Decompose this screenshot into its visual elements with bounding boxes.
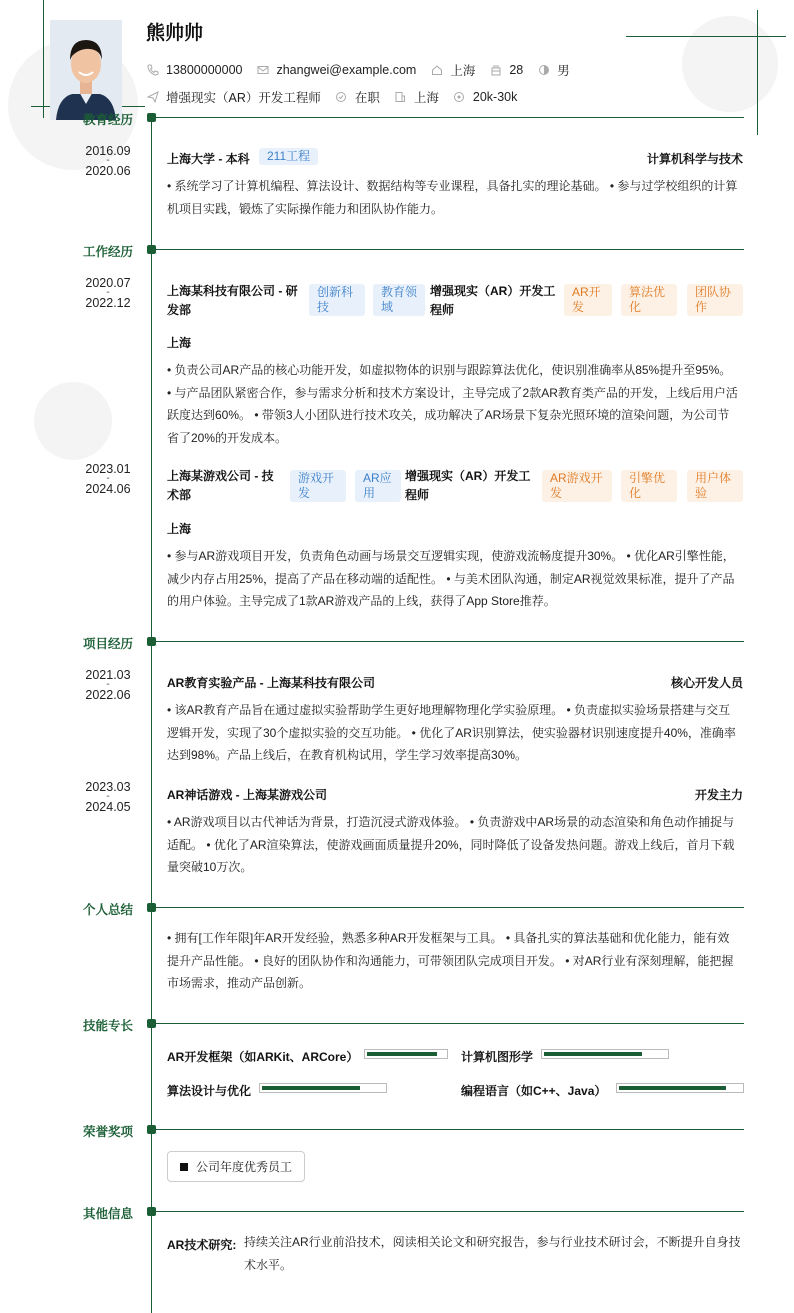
city-value: 上海 <box>413 91 439 105</box>
skill-level-bar <box>259 1083 387 1093</box>
other-description <box>244 1231 744 1276</box>
timeline-dot <box>147 1125 156 1134</box>
project-role: 开发主力 <box>694 788 743 802</box>
degree-tag: 211工程 <box>259 148 318 165</box>
industry-tag <box>290 470 346 502</box>
work-description <box>167 359 745 449</box>
avatar <box>50 20 122 120</box>
tag-line: 用 <box>363 486 376 500</box>
send-icon <box>146 91 159 104</box>
location-value: 上海 <box>450 64 476 78</box>
phone-value: 13800000000 <box>166 63 243 77</box>
description-line: 逻辑开发，实现了30个虚拟实验的交互功能。 • 优化了AR识别算法，使实验器材识别速度提升40%，准确率 <box>167 725 736 740</box>
company-name <box>167 282 298 320</box>
date-separator: - <box>106 679 110 690</box>
skill-level-bar <box>616 1083 744 1093</box>
timeline-dot <box>147 113 156 122</box>
timeline-dot <box>147 903 156 912</box>
date-separator: - <box>106 473 110 484</box>
job-role-line: 增强现实（AR）开发工 <box>430 284 556 298</box>
decorative-circle <box>34 382 112 460</box>
skill-tag <box>542 470 612 502</box>
description-line: 适配。 • 优化了AR渲染算法，使游戏画面质量提升20%，同时降低了设备发热问题。游戏上线后，首月下载 <box>167 837 735 852</box>
skill-name: AR开发框架（如ARKit、ARCore） <box>167 1050 359 1064</box>
date-range <box>78 145 138 177</box>
project-role: 核心开发人员 <box>670 676 743 690</box>
section-title: 个人总结 <box>83 903 134 917</box>
skill-tag <box>621 284 677 316</box>
tag-line: 化 <box>629 486 642 500</box>
school-name: 上海大学 - 本科 <box>167 152 250 166</box>
skill-tag <box>687 284 743 316</box>
description-line: • 与产品团队紧密合作，参与需求分析和技术方案设计，主导完成了2款AR教育类产品的开发，上线后用户活 <box>167 385 738 400</box>
company-name <box>167 467 274 505</box>
section-divider <box>156 1129 744 1130</box>
end-date: 2022.06 <box>85 688 131 702</box>
status-icon <box>335 91 348 104</box>
project-description <box>167 811 745 879</box>
mail-icon <box>256 64 269 77</box>
company-name-line: 上海某游戏公司 - 技 <box>167 469 274 483</box>
tag-line: 用户体 <box>695 471 732 485</box>
timeline-dot <box>147 1019 156 1028</box>
timeline-dot <box>147 245 156 254</box>
end-date: 2024.05 <box>85 800 131 814</box>
section-divider <box>156 641 744 642</box>
email-value: zhangwei@example.com <box>276 63 417 77</box>
candidate-name: 熊帅帅 <box>146 23 204 44</box>
section-divider <box>156 1023 744 1024</box>
skill-tag <box>621 470 677 502</box>
skill-level-fill <box>367 1052 437 1056</box>
resume-header <box>0 0 794 118</box>
status-value: 在职 <box>354 91 380 105</box>
age-icon <box>489 64 502 77</box>
tag-line: AR游戏开 <box>550 471 603 485</box>
start-date: 2023.03 <box>85 780 131 794</box>
job-role <box>405 467 530 505</box>
section-title: 工作经历 <box>83 245 134 259</box>
industry-tag <box>355 470 401 502</box>
job-intent-row <box>146 88 531 106</box>
description-line: 量突破10万次。 <box>167 860 253 874</box>
summary-description <box>167 927 745 995</box>
industry-tag <box>373 284 425 316</box>
tag-line: 域 <box>381 300 394 314</box>
tag-line: AR应 <box>363 471 392 485</box>
description-line: 跃度达到60%。 • 带领3人小团队进行技术攻关，成功解决了AR场景下复杂光照环境的渲染问题，为公司节 <box>167 408 730 422</box>
company-name-line: 发部 <box>167 303 192 317</box>
end-date: 2022.12 <box>85 296 131 310</box>
job-role-line: 增强现实（AR）开发工 <box>405 469 531 483</box>
section-title: 教育经历 <box>83 113 134 127</box>
major-name: 计算机科学与技术 <box>646 152 743 166</box>
industry-tag <box>309 284 365 316</box>
tag-line: 发 <box>298 486 311 500</box>
description-line: • 拥有[工作年限]年AR开发经验，熟悉多种AR开发框架与工具。 • 具备扎实的算法基础和优化能力，能有效 <box>167 931 730 945</box>
tag-line: 发 <box>550 486 563 500</box>
timeline-dot <box>147 1207 156 1216</box>
start-date: 2021.03 <box>85 668 131 682</box>
gender-value: 男 <box>557 64 570 78</box>
tag-line: 技 <box>317 300 330 314</box>
end-date: 2020.06 <box>85 164 131 178</box>
date-separator: - <box>106 155 110 166</box>
description-line: 持续关注AR行业前沿技术，阅读相关论文和研究报告，参与行业技术研讨会，不断提升自身技 <box>244 1235 741 1249</box>
tag-line: 验 <box>695 486 708 500</box>
date-range <box>78 781 138 813</box>
start-date: 2020.07 <box>85 276 131 290</box>
skill-level-fill <box>544 1052 642 1056</box>
tag-line: 作 <box>695 300 708 314</box>
description-line: • 负责公司AR产品的核心功能开发，如虚拟物体的识别与跟踪算法优化，使识别准确率从85%提升至95%。 <box>167 363 732 377</box>
skill-level-fill <box>262 1086 360 1090</box>
section-divider <box>156 117 744 118</box>
description-line: 的用户体验。主导完成了1款AR游戏产品的上线，获得了App Store推荐。 <box>167 594 556 608</box>
project-name: AR教育实验产品 - 上海某科技有限公司 <box>167 676 375 690</box>
description-line: 提升产品性能。 • 良好的团队协作和沟通能力，可带领团队完成项目开发。 • 对AR行业有深刻理解，能把握 <box>167 953 734 968</box>
project-name: AR神话游戏 - 上海某游戏公司 <box>167 788 327 802</box>
tag-line: 引擎优 <box>629 471 666 485</box>
bullet-square-icon <box>180 1163 188 1171</box>
work-city: 上海 <box>167 336 192 350</box>
job-title-value: 增强现实（AR）开发工程师 <box>166 91 321 105</box>
section-title: 荣誉奖项 <box>83 1125 134 1139</box>
work-description <box>167 545 745 613</box>
section-divider <box>156 907 744 908</box>
award-item <box>167 1151 305 1182</box>
home-icon <box>430 64 443 77</box>
company-name-line: 上海某科技有限公司 - 研 <box>167 284 298 298</box>
education-description: • 系统学习了计算机编程、算法设计、数据结构等专业课程，具备扎实的理论基础。 • 参与过学校组织的计算机项目实践，锻炼了实际操作能力和团队协作能力。 <box>167 179 738 216</box>
section-divider <box>156 249 744 250</box>
timeline-dot <box>147 637 156 646</box>
job-role <box>430 282 555 320</box>
date-range <box>78 277 138 309</box>
contact-row <box>146 61 584 79</box>
date-range <box>78 463 138 495</box>
tag-line: 团队协 <box>695 285 732 299</box>
salary-value: 20k-30k <box>472 90 518 104</box>
skill-tag <box>564 284 612 316</box>
section-title: 项目经历 <box>83 637 134 651</box>
tag-line: AR开 <box>572 285 601 299</box>
section-divider <box>156 1211 744 1212</box>
date-separator: - <box>106 791 110 802</box>
date-range <box>78 669 138 701</box>
skill-tag <box>687 470 743 502</box>
building-icon <box>394 91 407 104</box>
tag-line: 算法优 <box>629 285 666 299</box>
description-line: 省了20%的开发成本。 <box>167 430 288 445</box>
other-label: AR技术研究: <box>167 1238 237 1252</box>
description-line: • AR游戏项目以古代神话为背景，打造沉浸式游戏体验。 • 负责游戏中AR场景的动态渲染和角色动作捕捉与 <box>167 815 735 829</box>
project-description <box>167 699 745 767</box>
section-title: 其他信息 <box>83 1207 134 1221</box>
description-line: • 该AR教育产品旨在通过虚拟实验帮助学生更好地理解物理化学实验原理。 • 负责虚拟实验场景搭建与交互 <box>167 703 731 717</box>
start-date: 2023.01 <box>85 462 131 476</box>
tag-line: 发 <box>572 300 585 314</box>
tag-line: 创新科 <box>317 285 354 299</box>
end-date: 2024.06 <box>85 482 131 496</box>
skill-name: 编程语言（如C++、Java） <box>461 1084 607 1098</box>
description-line: 达到98%。产品上线后，在教育机构试用，学生学习效率提高30%。 <box>167 748 528 762</box>
skill-level-bar <box>364 1049 448 1059</box>
phone-icon <box>146 64 159 77</box>
tag-line: 教育领 <box>381 285 418 299</box>
date-separator: - <box>106 287 110 298</box>
job-role-line: 程师 <box>430 303 455 317</box>
work-city: 上海 <box>167 522 192 536</box>
award-name: 公司年度优秀员工 <box>196 1160 293 1174</box>
section-title: 技能专长 <box>83 1019 134 1033</box>
description-line: • 参与AR游戏项目开发，负责角色动画与场景交互逻辑实现，使游戏流畅度提升30%。 • 优化AR引擎性能， <box>167 549 735 563</box>
job-role-line: 程师 <box>405 488 430 502</box>
skill-name: 计算机图形学 <box>461 1050 534 1064</box>
start-date: 2016.09 <box>85 144 131 158</box>
description-line: 术水平。 <box>244 1257 293 1272</box>
tag-line: 游戏开 <box>298 471 335 485</box>
company-name-line: 术部 <box>167 488 192 502</box>
age-value: 28 <box>509 63 524 77</box>
skill-level-fill <box>619 1086 726 1090</box>
skill-name: 算法设计与优化 <box>167 1084 252 1098</box>
description-line: 减少内存占用25%，提高了产品在移动端的适配性。 • 与美术团队沟通，制定AR视觉效果标准，提升了产品 <box>167 571 735 586</box>
salary-icon <box>453 91 466 104</box>
description-line: 市场需求，推动产品创新。 <box>167 976 312 990</box>
gender-icon <box>537 64 550 77</box>
tag-line: 化 <box>629 300 642 314</box>
skill-level-bar <box>541 1049 669 1059</box>
